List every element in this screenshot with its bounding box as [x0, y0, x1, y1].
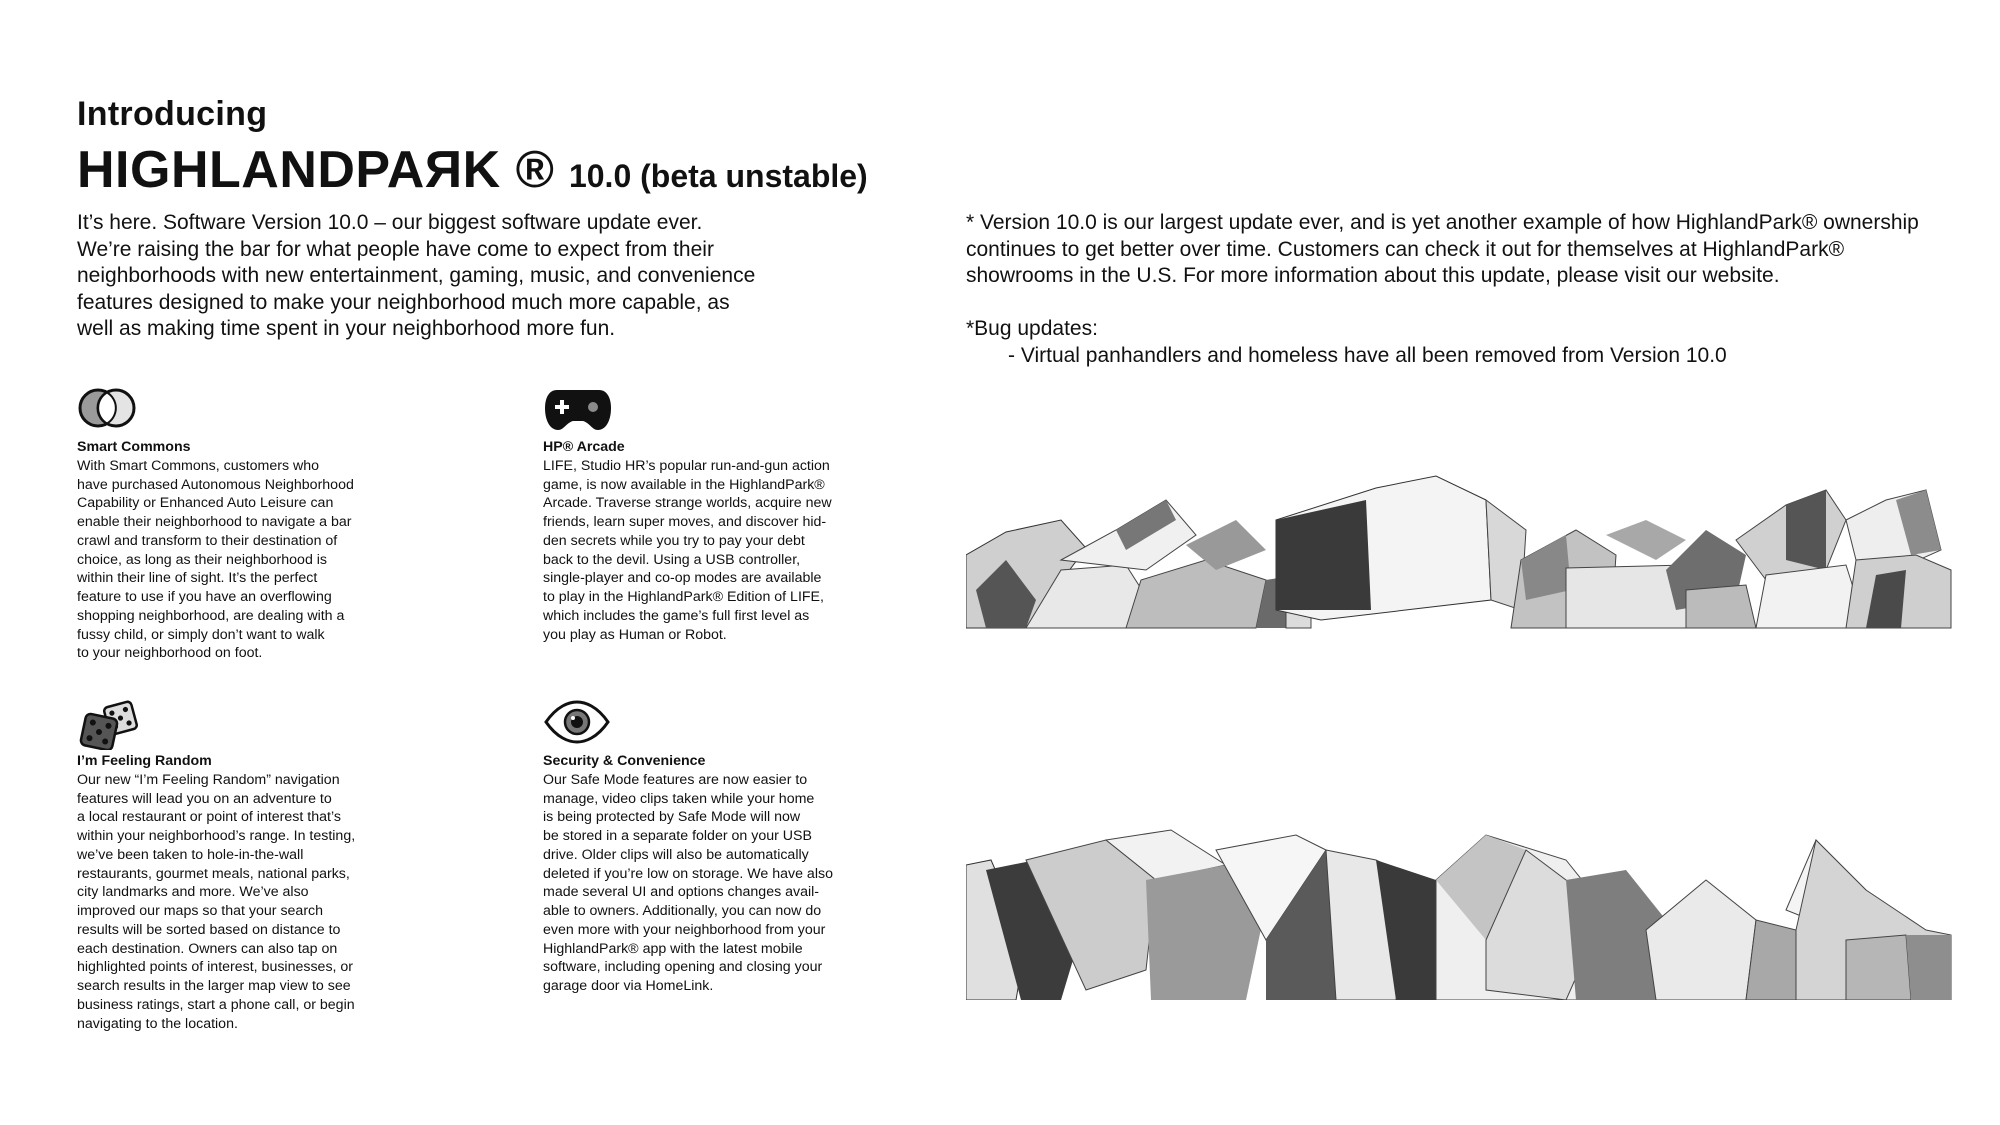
- feature-line: able to owners. Additionally, you can now do: [543, 903, 822, 919]
- feature-line: which includes the game’s full first level as: [543, 607, 810, 624]
- feature-smart-commons: [77, 386, 537, 663]
- feature-line: enable their neighborhood to navigate a bar: [77, 514, 352, 530]
- feature-line: HighlandPark® app with the latest mobile: [543, 940, 803, 957]
- page-title: [77, 140, 868, 200]
- notes-line: continues to get better over time. Customers can check it out for themselves at HighlandPark®: [966, 237, 1845, 261]
- bug-updates-title: *Bug updates:: [966, 317, 1098, 340]
- feature-body: [543, 771, 1003, 996]
- brand-name: HIGHLANDPAЯK ®: [77, 141, 555, 199]
- version-label: 10.0 (beta unstable): [568, 158, 868, 194]
- feature-body: [543, 457, 1003, 645]
- feature-line: fussy child, or simply don’t want to walk: [77, 626, 325, 643]
- feature-line: improved our maps so that your search: [77, 903, 324, 919]
- gamepad-icon: [543, 386, 1003, 432]
- feature-line: features will lead you on an adventure to: [77, 790, 332, 807]
- feature-line: feature to use if you have an overflowing: [77, 589, 332, 605]
- skyline-render-top: [966, 460, 1956, 630]
- feature-title: HP® Arcade: [543, 439, 625, 455]
- feature-title: Security & Convenience: [543, 753, 706, 769]
- feature-line: With Smart Commons, customers who: [77, 457, 320, 474]
- feature-line: we’ve been taken to hole-in-the-wall: [77, 846, 304, 863]
- feature-line: made several UI and options changes avail-: [543, 884, 820, 901]
- feature-line: software, including opening and closing your: [543, 959, 823, 976]
- feature-line: single-player and co-op modes are available: [543, 570, 822, 587]
- skyline-render-bottom: [966, 820, 1956, 1000]
- feature-line: friends, learn super moves, and discover hid-: [543, 514, 827, 530]
- feature-hp-arcade: [543, 386, 1003, 644]
- notes-line: showrooms in the U.S. For more information about this update, please visit our website.: [966, 264, 1780, 287]
- feature-line: deleted if you’re low on storage. We have also: [543, 865, 833, 882]
- feature-line: to your neighborhood on foot.: [77, 645, 263, 662]
- version-notes: [966, 210, 1976, 369]
- feature-line: have purchased Autonomous Neighborhood: [77, 476, 354, 493]
- feature-line: be stored in a separate folder on your USB: [543, 828, 812, 844]
- feature-line: manage, video clips taken while your home: [543, 790, 815, 807]
- bug-update-item: - Virtual panhandlers and homeless have all been removed from Version 10.0: [1008, 343, 1727, 367]
- feature-line: you play as Human or Robot.: [543, 626, 727, 643]
- feature-line: city landmarks and more. We’ve also: [77, 884, 309, 901]
- feature-line: Our new “I’m Feeling Random” navigation: [77, 771, 340, 788]
- feature-line: shopping neighborhood, are dealing with a: [77, 607, 345, 624]
- feature-line: a local restaurant or point of interest that’s: [77, 809, 341, 826]
- feature-line: highlighted points of interest, businesses, or: [77, 959, 354, 976]
- lead-paragraph: [77, 210, 817, 343]
- feature-line: Capability or Enhanced Auto Leisure can: [77, 495, 334, 512]
- feature-line: is being protected by Safe Mode will now: [543, 809, 801, 826]
- eye-icon: [543, 700, 1003, 746]
- feature-line: garage door via HomeLink.: [543, 978, 714, 994]
- feature-line: game, is now available in the HighlandPark®: [543, 476, 825, 493]
- feature-body: [77, 457, 537, 663]
- lead-line: neighborhoods with new entertainment, gaming, music, and convenience: [77, 264, 756, 287]
- lead-line: well as making time spent in your neighborhood more fun.: [77, 317, 616, 340]
- feature-line: Our Safe Mode features are now easier to: [543, 771, 808, 788]
- dice-icon: [77, 700, 537, 746]
- lead-line: features designed to make your neighborhood much more capable, as: [77, 290, 730, 314]
- feature-line: Arcade. Traverse strange worlds, acquire new: [543, 495, 832, 512]
- feature-line: business ratings, start a phone call, or begin: [77, 996, 355, 1013]
- feature-line: drive. Older clips will also be automatically: [543, 846, 809, 863]
- feature-line: to play in the HighlandPark® Edition of LIFE,: [543, 589, 824, 605]
- feature-line: search results in the larger map view to see: [77, 978, 351, 994]
- feature-line: results will be sorted based on distance to: [77, 921, 341, 938]
- lead-line: It’s here. Software Version 10.0 – our biggest software update ever.: [77, 211, 703, 234]
- lead-line: We’re raising the bar for what people have come to expect from their: [77, 237, 714, 261]
- overlapping-circles-icon: [77, 386, 537, 432]
- feature-title: I’m Feeling Random: [77, 753, 212, 769]
- feature-body: [77, 771, 537, 1034]
- notes-line: * Version 10.0 is our largest update ever, and is yet another example of how HighlandPark® ownership: [966, 211, 1919, 234]
- feature-line: LIFE, Studio HR’s popular run-and-gun action: [543, 457, 830, 474]
- feature-security-convenience: [543, 700, 1003, 996]
- feature-line: even more with your neighborhood from your: [543, 921, 826, 938]
- feature-line: restaurants, gourmet meals, national parks,: [77, 865, 350, 882]
- feature-line: crawl and transform to their destination of: [77, 532, 338, 549]
- feature-line: back to the devil. Using a USB controller,: [543, 551, 801, 568]
- feature-line: within your neighborhood’s range. In testing,: [77, 828, 356, 844]
- feature-line: within their line of sight. It’s the perfect: [77, 570, 318, 587]
- feature-feeling-random: [77, 700, 537, 1033]
- feature-line: choice, as long as their neighborhood is: [77, 551, 328, 568]
- feature-line: den secrets while you try to pay your debt: [543, 532, 805, 549]
- feature-line: navigating to the location.: [77, 1015, 238, 1032]
- feature-line: each destination. Owners can also tap on: [77, 940, 338, 957]
- feature-title: Smart Commons: [77, 439, 191, 455]
- intro-heading: Introducing: [77, 95, 268, 133]
